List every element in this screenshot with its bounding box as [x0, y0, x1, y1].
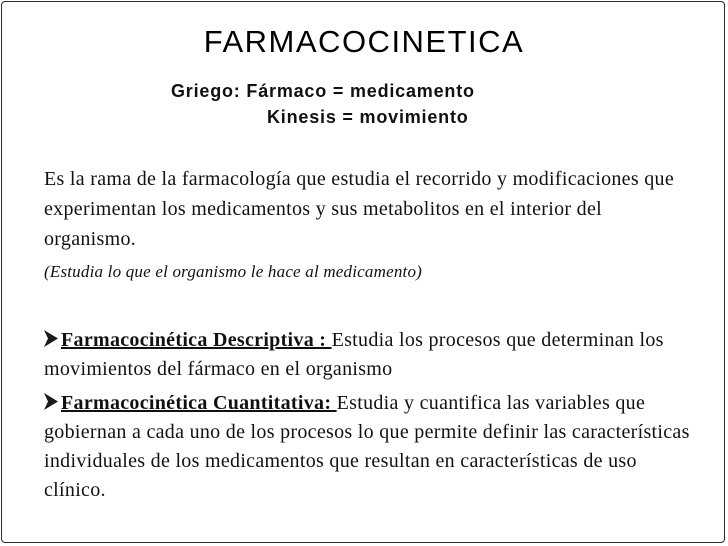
bullet-cuantitativa	[44, 389, 696, 505]
bullet-descriptiva	[44, 326, 696, 384]
arrow-bullet-icon	[44, 393, 58, 410]
intro-note: (Estudia lo que el organismo le hace al medicamento)	[44, 262, 423, 281]
bullet-text: Estudia y cuantifica las variables que gobiernan a cada uno de los procesos lo que permite definir las características individuales de los medicamentos que resultan en características de uso clínico.	[44, 392, 690, 501]
subtitle-line-1: Griego: Fármaco = medicamento	[171, 81, 475, 101]
subtitle-line-2: Kinesis = movimiento	[267, 107, 469, 127]
bullet-text: Estudia los procesos que determinan los movimientos del fármaco en el organismo	[44, 329, 664, 380]
slide-title: FARMACOCINETICA	[203, 24, 525, 59]
arrow-bullet-icon	[44, 330, 58, 347]
bullet-term: Farmacocinética Descriptiva :	[61, 329, 332, 351]
bullet-term: Farmacocinética Cuantitativa:	[61, 392, 337, 414]
intro-paragraph: Es la rama de la farmacología que estudia el recorrido y modificaciones que experimentan los medicamentos y sus metabolitos en el interior del organismo.	[44, 168, 675, 250]
